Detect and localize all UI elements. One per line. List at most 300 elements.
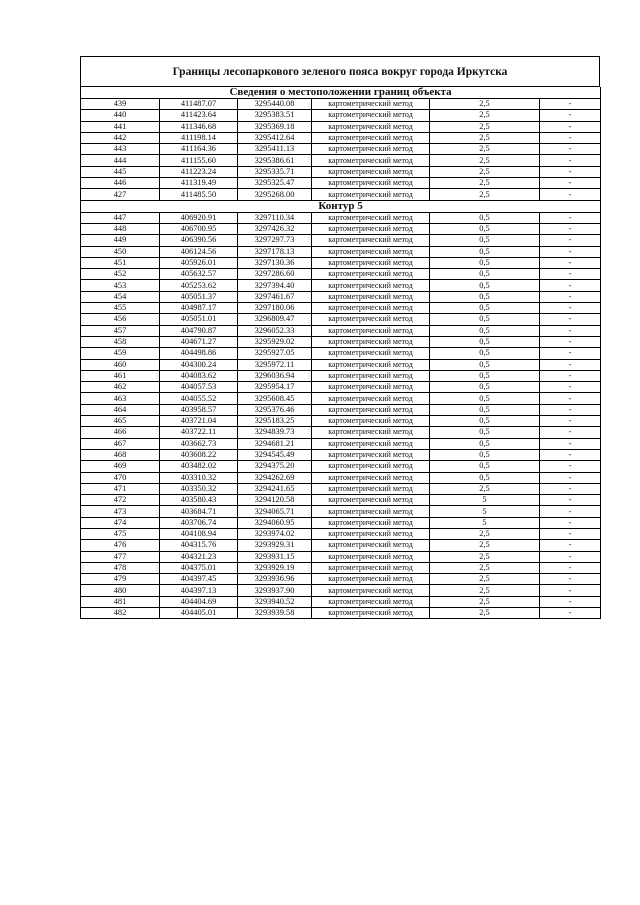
accuracy-cell: 2,5	[430, 551, 540, 562]
method-cell: картометрический метод	[312, 472, 430, 483]
table-row	[81, 427, 601, 438]
accuracy-cell: 0,5	[430, 325, 540, 336]
coord-y-cell: 3294262.69	[238, 472, 312, 483]
note-cell: -	[540, 574, 601, 585]
accuracy-cell: 0,5	[430, 291, 540, 302]
accuracy-cell: 2,5	[430, 574, 540, 585]
table-row	[81, 540, 601, 551]
coord-y-cell: 3295386.61	[238, 155, 312, 166]
note-cell: -	[540, 314, 601, 325]
note-cell: -	[540, 189, 601, 200]
accuracy-cell: 0,5	[430, 235, 540, 246]
note-cell: -	[540, 506, 601, 517]
coord-y-cell: 3295608.45	[238, 393, 312, 404]
table-row	[81, 336, 601, 347]
coord-y-cell: 3296052.33	[238, 325, 312, 336]
point-number-cell: 475	[81, 528, 160, 539]
note-cell: -	[540, 517, 601, 528]
note-cell: -	[540, 291, 601, 302]
method-cell: картометрический метод	[312, 235, 430, 246]
method-cell: картометрический метод	[312, 404, 430, 415]
table-row	[81, 269, 601, 280]
method-cell: картометрический метод	[312, 336, 430, 347]
accuracy-cell: 0,5	[430, 303, 540, 314]
coord-y-cell: 3294375.20	[238, 461, 312, 472]
note-cell: -	[540, 336, 601, 347]
method-cell: картометрический метод	[312, 438, 430, 449]
accuracy-cell: 2,5	[430, 540, 540, 551]
note-cell: -	[540, 449, 601, 460]
coord-y-cell: 3295383.51	[238, 110, 312, 121]
note-cell: -	[540, 144, 601, 155]
point-number-cell: 480	[81, 585, 160, 596]
coord-x-cell: 403958.57	[160, 404, 238, 415]
table-row	[81, 483, 601, 494]
table-row	[81, 280, 601, 291]
accuracy-cell: 2,5	[430, 483, 540, 494]
accuracy-cell: 0,5	[430, 438, 540, 449]
accuracy-cell: 0,5	[430, 427, 540, 438]
table-body	[81, 87, 601, 619]
accuracy-cell: 2,5	[430, 596, 540, 607]
accuracy-cell: 2,5	[430, 585, 540, 596]
coord-x-cell: 404375.01	[160, 562, 238, 573]
accuracy-cell: 0,5	[430, 404, 540, 415]
coord-y-cell: 3296809.47	[238, 314, 312, 325]
table-row	[81, 551, 601, 562]
accuracy-cell: 0,5	[430, 382, 540, 393]
method-cell: картометрический метод	[312, 393, 430, 404]
point-number-cell: 470	[81, 472, 160, 483]
method-cell: картометрический метод	[312, 314, 430, 325]
note-cell: -	[540, 585, 601, 596]
coord-x-cell: 406700.95	[160, 223, 238, 234]
table-row	[81, 438, 601, 449]
note-cell: -	[540, 483, 601, 494]
point-number-cell: 482	[81, 608, 160, 619]
point-number-cell: 451	[81, 257, 160, 268]
point-number-cell: 474	[81, 517, 160, 528]
method-cell: картометрический метод	[312, 562, 430, 573]
table-row	[81, 257, 601, 268]
point-number-cell: 471	[81, 483, 160, 494]
coord-x-cell: 404987.17	[160, 303, 238, 314]
note-cell: -	[540, 427, 601, 438]
point-number-cell: 460	[81, 359, 160, 370]
accuracy-cell: 0,5	[430, 393, 540, 404]
table-row	[81, 110, 601, 121]
coord-y-cell: 3297180.06	[238, 303, 312, 314]
accuracy-cell: 2,5	[430, 608, 540, 619]
point-number-cell: 440	[81, 110, 160, 121]
accuracy-cell: 0,5	[430, 449, 540, 460]
table-row	[81, 144, 601, 155]
coord-x-cell: 404083.62	[160, 370, 238, 381]
coord-y-cell: 3297426.32	[238, 223, 312, 234]
note-cell: -	[540, 257, 601, 268]
coord-x-cell: 406390.56	[160, 235, 238, 246]
method-cell: картометрический метод	[312, 99, 430, 110]
coord-x-cell: 404300.24	[160, 359, 238, 370]
point-number-cell: 462	[81, 382, 160, 393]
coord-y-cell: 3295411.13	[238, 144, 312, 155]
coord-x-cell: 403662.73	[160, 438, 238, 449]
accuracy-cell: 2,5	[430, 178, 540, 189]
note-cell: -	[540, 382, 601, 393]
point-number-cell: 476	[81, 540, 160, 551]
point-number-cell: 469	[81, 461, 160, 472]
method-cell: картометрический метод	[312, 517, 430, 528]
coord-y-cell: 3294120.58	[238, 495, 312, 506]
coord-x-cell: 405632.57	[160, 269, 238, 280]
coord-x-cell: 403350.32	[160, 483, 238, 494]
coord-y-cell: 3297178.13	[238, 246, 312, 257]
document-sheet	[80, 56, 600, 619]
point-number-cell: 449	[81, 235, 160, 246]
point-number-cell: 477	[81, 551, 160, 562]
method-cell: картометрический метод	[312, 178, 430, 189]
table-row	[81, 303, 601, 314]
note-cell: -	[540, 540, 601, 551]
note-cell: -	[540, 121, 601, 132]
coord-x-cell: 405253.62	[160, 280, 238, 291]
coord-y-cell: 3296036.94	[238, 370, 312, 381]
coord-x-cell: 404405.01	[160, 608, 238, 619]
accuracy-cell: 2,5	[430, 528, 540, 539]
accuracy-cell: 2,5	[430, 110, 540, 121]
table-row	[81, 404, 601, 415]
note-cell: -	[540, 325, 601, 336]
table-row	[81, 562, 601, 573]
table-row	[81, 574, 601, 585]
coord-y-cell: 3295335.71	[238, 166, 312, 177]
coord-y-cell: 3294241.65	[238, 483, 312, 494]
coord-y-cell: 3297461.67	[238, 291, 312, 302]
coord-x-cell: 403706.74	[160, 517, 238, 528]
table-row	[81, 517, 601, 528]
coord-y-cell: 3297130.36	[238, 257, 312, 268]
point-number-cell: 467	[81, 438, 160, 449]
note-cell: -	[540, 596, 601, 607]
point-number-cell: 468	[81, 449, 160, 460]
coord-x-cell: 411485.50	[160, 189, 238, 200]
coord-x-cell: 404108.94	[160, 528, 238, 539]
accuracy-cell: 2,5	[430, 121, 540, 132]
point-number-cell: 446	[81, 178, 160, 189]
table-row	[81, 189, 601, 200]
accuracy-cell: 0,5	[430, 269, 540, 280]
table-row	[81, 506, 601, 517]
table-row	[81, 348, 601, 359]
table-row	[81, 585, 601, 596]
method-cell: картометрический метод	[312, 506, 430, 517]
accuracy-cell: 0,5	[430, 348, 540, 359]
coord-x-cell: 403310.32	[160, 472, 238, 483]
method-cell: картометрический метод	[312, 121, 430, 132]
method-cell: картометрический метод	[312, 280, 430, 291]
table-row	[81, 166, 601, 177]
note-cell: -	[540, 359, 601, 370]
coord-y-cell: 3295376.46	[238, 404, 312, 415]
method-cell: картометрический метод	[312, 189, 430, 200]
table-row	[81, 495, 601, 506]
note-cell: -	[540, 438, 601, 449]
coord-y-cell: 3293929.31	[238, 540, 312, 551]
contour-header: Контур 5	[81, 200, 601, 212]
coord-x-cell: 411319.49	[160, 178, 238, 189]
coord-y-cell: 3295268.00	[238, 189, 312, 200]
note-cell: -	[540, 110, 601, 121]
note-cell: -	[540, 246, 601, 257]
method-cell: картометрический метод	[312, 110, 430, 121]
point-number-cell: 439	[81, 99, 160, 110]
note-cell: -	[540, 528, 601, 539]
method-cell: картометрический метод	[312, 212, 430, 223]
boundary-points-table	[80, 87, 601, 619]
point-number-cell: 444	[81, 155, 160, 166]
document-title-text: Границы лесопаркового зеленого пояса вокруг города Иркутска	[172, 65, 508, 78]
accuracy-cell: 2,5	[430, 132, 540, 143]
table-row	[81, 528, 601, 539]
coord-y-cell: 3295325.47	[238, 178, 312, 189]
coord-x-cell: 403482.02	[160, 461, 238, 472]
coord-y-cell: 3293940.52	[238, 596, 312, 607]
coord-x-cell: 404671.27	[160, 336, 238, 347]
coord-x-cell: 404057.53	[160, 382, 238, 393]
coord-y-cell: 3297286.60	[238, 269, 312, 280]
note-cell: -	[540, 166, 601, 177]
coord-y-cell: 3297110.34	[238, 212, 312, 223]
accuracy-cell: 0,5	[430, 257, 540, 268]
method-cell: картометрический метод	[312, 461, 430, 472]
coord-x-cell: 411223.24	[160, 166, 238, 177]
table-row	[81, 596, 601, 607]
coord-x-cell: 403684.71	[160, 506, 238, 517]
table-row	[81, 155, 601, 166]
point-number-cell: 458	[81, 336, 160, 347]
method-cell: картометрический метод	[312, 540, 430, 551]
coord-y-cell: 3294065.71	[238, 506, 312, 517]
note-cell: -	[540, 280, 601, 291]
note-cell: -	[540, 348, 601, 359]
note-cell: -	[540, 551, 601, 562]
table-row	[81, 370, 601, 381]
note-cell: -	[540, 461, 601, 472]
contour-header-row	[81, 200, 601, 212]
accuracy-cell: 2,5	[430, 99, 540, 110]
method-cell: картометрический метод	[312, 427, 430, 438]
table-row	[81, 449, 601, 460]
document-title	[80, 56, 600, 87]
coord-y-cell: 3297297.73	[238, 235, 312, 246]
note-cell: -	[540, 235, 601, 246]
table-row	[81, 121, 601, 132]
method-cell: картометрический метод	[312, 223, 430, 234]
note-cell: -	[540, 303, 601, 314]
table-row	[81, 235, 601, 246]
table-row	[81, 359, 601, 370]
coord-y-cell: 3295440.08	[238, 99, 312, 110]
coord-y-cell: 3293929.19	[238, 562, 312, 573]
method-cell: картометрический метод	[312, 348, 430, 359]
accuracy-cell: 2,5	[430, 189, 540, 200]
table-row	[81, 608, 601, 619]
coord-y-cell: 3295972.11	[238, 359, 312, 370]
accuracy-cell: 5	[430, 495, 540, 506]
accuracy-cell: 0,5	[430, 314, 540, 325]
accuracy-cell: 0,5	[430, 416, 540, 427]
coord-x-cell: 411346.68	[160, 121, 238, 132]
point-number-cell: 465	[81, 416, 160, 427]
accuracy-cell: 2,5	[430, 166, 540, 177]
accuracy-cell: 2,5	[430, 144, 540, 155]
table-row	[81, 99, 601, 110]
table-row	[81, 291, 601, 302]
coord-x-cell: 405051.01	[160, 314, 238, 325]
accuracy-cell: 0,5	[430, 212, 540, 223]
point-number-cell: 447	[81, 212, 160, 223]
method-cell: картометрический метод	[312, 574, 430, 585]
coord-x-cell: 405051.37	[160, 291, 238, 302]
coord-x-cell: 403608.22	[160, 449, 238, 460]
table-row	[81, 472, 601, 483]
table-row	[81, 212, 601, 223]
coord-y-cell: 3295929.02	[238, 336, 312, 347]
point-number-cell: 450	[81, 246, 160, 257]
table-row	[81, 178, 601, 189]
point-number-cell: 459	[81, 348, 160, 359]
coord-x-cell: 411423.64	[160, 110, 238, 121]
coord-y-cell: 3297394.40	[238, 280, 312, 291]
coord-x-cell: 404404.69	[160, 596, 238, 607]
table-row	[81, 325, 601, 336]
accuracy-cell: 2,5	[430, 155, 540, 166]
method-cell: картометрический метод	[312, 325, 430, 336]
coord-x-cell: 411487.07	[160, 99, 238, 110]
method-cell: картометрический метод	[312, 483, 430, 494]
note-cell: -	[540, 223, 601, 234]
coord-x-cell: 404397.45	[160, 574, 238, 585]
coord-x-cell: 403722.11	[160, 427, 238, 438]
coord-y-cell: 3293939.58	[238, 608, 312, 619]
note-cell: -	[540, 155, 601, 166]
table-row	[81, 314, 601, 325]
note-cell: -	[540, 212, 601, 223]
note-cell: -	[540, 404, 601, 415]
coord-x-cell: 406124.56	[160, 246, 238, 257]
point-number-cell: 442	[81, 132, 160, 143]
accuracy-cell: 0,5	[430, 472, 540, 483]
note-cell: -	[540, 495, 601, 506]
section-header-row	[81, 87, 601, 99]
coord-y-cell: 3295183.25	[238, 416, 312, 427]
coord-y-cell: 3295954.17	[238, 382, 312, 393]
note-cell: -	[540, 416, 601, 427]
method-cell: картометрический метод	[312, 551, 430, 562]
table-row	[81, 246, 601, 257]
note-cell: -	[540, 393, 601, 404]
note-cell: -	[540, 608, 601, 619]
coord-x-cell: 404498.86	[160, 348, 238, 359]
coord-x-cell: 404321.23	[160, 551, 238, 562]
coord-x-cell: 411164.36	[160, 144, 238, 155]
point-number-cell: 466	[81, 427, 160, 438]
method-cell: картометрический метод	[312, 596, 430, 607]
accuracy-cell: 5	[430, 506, 540, 517]
coord-x-cell: 404055.52	[160, 393, 238, 404]
note-cell: -	[540, 472, 601, 483]
point-number-cell: 452	[81, 269, 160, 280]
method-cell: картометрический метод	[312, 303, 430, 314]
table-row	[81, 132, 601, 143]
method-cell: картометрический метод	[312, 144, 430, 155]
point-number-cell: 448	[81, 223, 160, 234]
coord-y-cell: 3294060.95	[238, 517, 312, 528]
note-cell: -	[540, 269, 601, 280]
table-row	[81, 382, 601, 393]
coord-x-cell: 411155.60	[160, 155, 238, 166]
method-cell: картометрический метод	[312, 416, 430, 427]
method-cell: картометрический метод	[312, 585, 430, 596]
point-number-cell: 464	[81, 404, 160, 415]
point-number-cell: 463	[81, 393, 160, 404]
accuracy-cell: 0,5	[430, 246, 540, 257]
method-cell: картометрический метод	[312, 359, 430, 370]
point-number-cell: 472	[81, 495, 160, 506]
point-number-cell: 481	[81, 596, 160, 607]
note-cell: -	[540, 370, 601, 381]
coord-y-cell: 3293936.96	[238, 574, 312, 585]
point-number-cell: 461	[81, 370, 160, 381]
section-header: Сведения о местоположении границ объекта	[81, 87, 601, 99]
method-cell: картометрический метод	[312, 246, 430, 257]
method-cell: картометрический метод	[312, 449, 430, 460]
point-number-cell: 454	[81, 291, 160, 302]
coord-x-cell: 404397.13	[160, 585, 238, 596]
coord-y-cell: 3295369.18	[238, 121, 312, 132]
note-cell: -	[540, 178, 601, 189]
method-cell: картометрический метод	[312, 382, 430, 393]
point-number-cell: 445	[81, 166, 160, 177]
table-row	[81, 416, 601, 427]
method-cell: картометрический метод	[312, 528, 430, 539]
method-cell: картометрический метод	[312, 155, 430, 166]
method-cell: картометрический метод	[312, 291, 430, 302]
table-row	[81, 461, 601, 472]
method-cell: картометрический метод	[312, 166, 430, 177]
coord-y-cell: 3294839.73	[238, 427, 312, 438]
method-cell: картометрический метод	[312, 257, 430, 268]
method-cell: картометрический метод	[312, 132, 430, 143]
table-row	[81, 223, 601, 234]
coord-x-cell: 404315.76	[160, 540, 238, 551]
point-number-cell: 453	[81, 280, 160, 291]
coord-y-cell: 3294681.21	[238, 438, 312, 449]
coord-y-cell: 3295927.05	[238, 348, 312, 359]
point-number-cell: 479	[81, 574, 160, 585]
point-number-cell: 455	[81, 303, 160, 314]
method-cell: картометрический метод	[312, 370, 430, 381]
method-cell: картометрический метод	[312, 495, 430, 506]
accuracy-cell: 0,5	[430, 370, 540, 381]
point-number-cell: 457	[81, 325, 160, 336]
coord-y-cell: 3293937.90	[238, 585, 312, 596]
coord-x-cell: 403721.04	[160, 416, 238, 427]
point-number-cell: 443	[81, 144, 160, 155]
note-cell: -	[540, 562, 601, 573]
coord-y-cell: 3293931.15	[238, 551, 312, 562]
point-number-cell: 441	[81, 121, 160, 132]
